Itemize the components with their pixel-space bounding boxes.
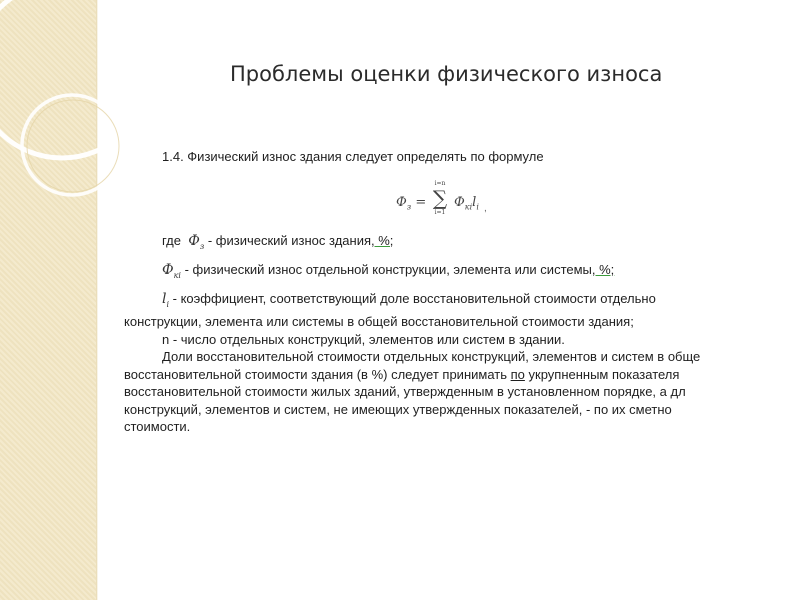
symbol-fz: $Ф_з$ (188, 232, 205, 251)
slide-title: Проблемы оценки физического износа (230, 62, 663, 86)
symbol-fki: $Ф_{кi}$ (162, 261, 181, 280)
summation-symbol: i=n ∑ i=1 (432, 179, 448, 216)
definition-n: n - число отдельных конструкций, элементов или систем в здании. (162, 331, 565, 347)
paragraph-line-3: восстановительной стоимости жилых зданий, утвержденным в установленном порядке, а дл (124, 384, 686, 400)
definition-fki: $Ф_{кi}$ - физический износ отдельной конструкции, элемента или системы, %; (162, 261, 615, 280)
definition-li: $l_i$ - коэффициент, соответствующий доле восстановительной стоимости отдельно (162, 291, 656, 309)
definition-li-continued: конструкции, элемента или системы в общей восстановительной стоимости здания; (124, 314, 634, 330)
document-body (124, 148, 752, 436)
paragraph-line-1: Доли восстановительной стоимости отдельных конструкций, элементов и систем в обще (162, 349, 701, 365)
symbol-li: $l_i$ (162, 291, 170, 309)
formula-block (124, 170, 752, 230)
paragraph-line-2: восстановительной стоимости здания (в %) следует принимать по укрупненным показателя (124, 366, 680, 382)
paragraph-line-5: стоимости. (124, 419, 191, 435)
definition-fz: где $Ф_з$ - физический износ здания, %; (162, 232, 394, 251)
formula-lhs: $Ф_з$ = (396, 194, 427, 212)
formula-term: $Ф_{кi}l_i$ (454, 194, 479, 212)
paragraph-line-4: конструкций, элементов и систем, не имеющих утвержденных показателей, - по их сметно (124, 401, 672, 417)
formula-trailing-comma: , (484, 202, 487, 214)
section-heading: 1.4. Физический износ здания следует определять по формуле (162, 149, 544, 164)
